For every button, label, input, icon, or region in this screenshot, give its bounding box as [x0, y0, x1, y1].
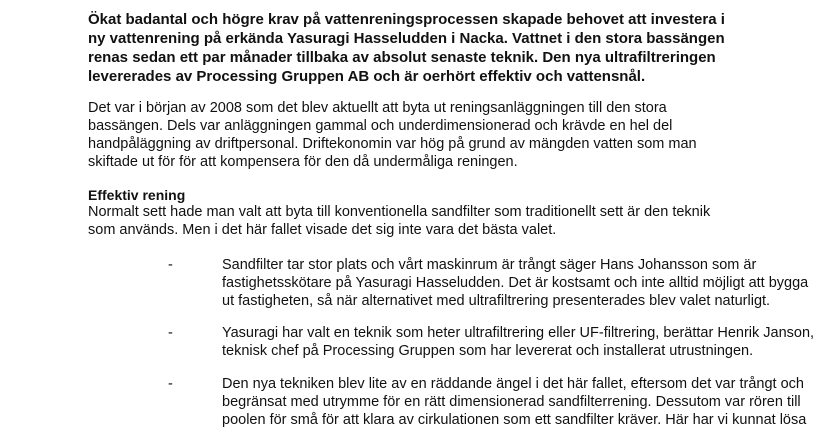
paragraph-line: Normalt sett hade man valt att byta till konventionella sandfilter som traditionellt sett är den teknik [88, 204, 711, 220]
paragraph-line: Det var i början av 2008 som det blev aktuellt att byta ut reningsanläggningen till den stora [88, 100, 667, 116]
paragraph-line: bassängen. Dels var anläggningen gammal och underdimensionerad och krävde en hel del [88, 118, 673, 134]
paragraph-line: handpåläggning av driftpersonal. Driftekonomin var hög på grund av mängden vatten som man [88, 136, 697, 152]
bullet-marker: - [168, 325, 173, 341]
paragraph-line: som används. Men i det här fallet visade det sig inte vara det bästa valet. [88, 222, 557, 238]
bullet-marker: - [168, 257, 173, 273]
paragraph-line: skiftade ut för för att kompensera för den då undermåliga reningen. [88, 154, 518, 170]
lead-line: renas sedan ett par månader tillbaka av absolut senaste teknik. Den nya ultrafiltreringen [88, 49, 716, 66]
bullet-line: Sandfilter tar stor plats och vårt maskinrum är trångt säger Hans Johansson som är [222, 257, 757, 273]
lead-paragraph [88, 10, 725, 86]
bullet-line: fastighetsskötare på Yasuragi Hasseludden. Det är kostsamt och inte alltid möjligt att bygga [222, 275, 809, 291]
bullet-line: begränsat med utrymme för en rätt dimensionerad sandfilterrening. Dessutom var rören till [222, 394, 801, 410]
lead-line: Ökat badantal och högre krav på vattenreningsprocessen skapade behovet att investera i [88, 11, 725, 28]
lead-line: ny vattenrening på erkända Yasuragi Hasseludden i Nacka. Vattnet i den stora bassängen [88, 30, 725, 47]
bullet-marker: - [168, 376, 173, 392]
bullet-line: ut fastigheten, så när alternativet med ultrafiltrering presenterades blev valet naturligt. [222, 293, 771, 309]
bullet-line: Den nya tekniken blev lite av en räddande ängel i det här fallet, eftersom det var trångt och [222, 376, 804, 392]
lead-line: levererades av Processing Gruppen AB och är oerhört effektiv och vattensnål. [88, 68, 646, 85]
bullet-line: Yasuragi har valt en teknik som heter ultrafiltrering eller UF-filtrering, berättar Henrik Janson, [222, 325, 814, 341]
section-heading: Effektiv rening [88, 187, 186, 203]
bullet-line: poolen för små för att klara av cirkulationen som ett sandfilter kräver. Här har vi kunnat lösa [222, 412, 807, 428]
section-paragraph [88, 203, 710, 239]
bullet-line: teknisk chef på Processing Gruppen som har levererat och installerat utrustningen. [222, 343, 754, 359]
intro-paragraph [88, 99, 697, 171]
